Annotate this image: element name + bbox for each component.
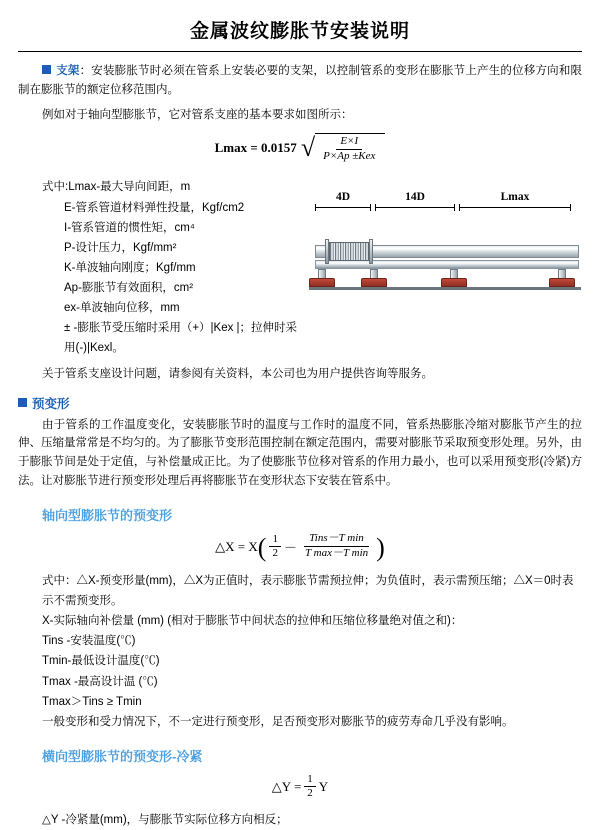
pipe-support-3 xyxy=(441,269,467,287)
pipe-lower xyxy=(315,260,579,269)
lmax-formula-denominator: P×Ap ±Kex xyxy=(323,149,376,162)
axial-predeform-equation xyxy=(18,532,582,561)
axial-eq-half xyxy=(269,533,281,560)
lmax-formula xyxy=(18,133,582,164)
figure-dimline-4d xyxy=(315,207,371,208)
ground-line xyxy=(309,287,581,290)
document-page xyxy=(0,16,600,827)
support-paragraph-1: 安装膨胀节时必须在管系上安装必要的支架，以控制管系的变形在膨胀节上产生的位移方向和限制在膨胀节的额定位移范围内。 xyxy=(18,65,583,96)
support-base xyxy=(441,278,467,287)
subheading-axial-predeform: 轴向型膨胀节的预变形 xyxy=(42,508,173,524)
support-base xyxy=(549,278,575,287)
definition-item: Ap-膨胀节有效面积，cm² xyxy=(64,282,194,295)
definition-item: I-管系管道的惯性矩，cm⁴ xyxy=(64,221,195,234)
support-paragraph-2: 例如对于轴向型膨胀节，它对管系支座的基本要求如图所示： xyxy=(42,108,353,121)
axial-note-line: 式中：△X-预变形量(mm)，△X为正值时，表示膨胀节需预拉伸；为负值时，表示需预压缩；△X＝0时表示不需预变形。 xyxy=(42,574,574,607)
axial-note-line: Tmin-最低设计温度(℃) xyxy=(42,655,160,668)
definition-item: 式中:Lmax-最大导向间距，m xyxy=(42,181,191,194)
support-base xyxy=(309,278,335,287)
axial-eq-half-den: 2 xyxy=(272,547,278,560)
paren-open: ( xyxy=(257,532,267,562)
pipe-support-1 xyxy=(309,269,335,287)
definition-item: P-设计压力，Kgf/mm² xyxy=(64,241,177,254)
axial-eq-temp-fraction xyxy=(300,532,373,561)
support-closing-paragraph: 关于管系支座设计问题，请参阅有关资料，本公司也为用户提供咨询等服务。 xyxy=(42,367,433,380)
axial-eq-temp-num: Tins－T min xyxy=(304,532,369,547)
definitions-and-figure xyxy=(18,173,582,364)
lmax-formula-lhs: Lmax = 0.0157 xyxy=(214,140,297,156)
lateral-eq-half-num: 1 xyxy=(304,773,316,787)
lateral-predeform-notes xyxy=(18,810,582,830)
figure-label-14d: 14D xyxy=(405,191,425,204)
definition-item: E-管系管道材料弹性投量，Kgf/cm2 xyxy=(64,201,245,214)
title-divider xyxy=(18,51,582,52)
figure-label-lmax: Lmax xyxy=(500,191,530,204)
support-intro-paragraph: 支架：安装膨胀节时必须在管系上安装必要的支架，以控制管系的变形在膨胀节上产生的位移方向和限制在膨胀节的额定位移范围内。 xyxy=(18,65,583,96)
section-heading-predeform: 预变形 xyxy=(32,396,70,411)
blue-square-icon xyxy=(18,398,27,407)
axial-note-line: Tmax＞Tins ≥ Tmin xyxy=(42,695,142,708)
lateral-eq-rhs: Y xyxy=(318,778,329,794)
axial-eq-minus: － xyxy=(283,540,297,556)
lateral-predeform-equation xyxy=(18,773,582,800)
section-heading-predeform-row xyxy=(18,394,582,412)
axial-eq-half-num: 1 xyxy=(269,533,281,547)
square-root-icon: √ $\frac{E\times I}{\text{P×Ap ±Kex}}$ xyxy=(301,133,386,164)
axial-eq-lhs: △X = X xyxy=(215,538,258,554)
bellows-expansion-joint xyxy=(329,242,369,261)
figure-dimension-row xyxy=(309,191,581,213)
figure-dimline-lmax xyxy=(459,207,571,208)
flange-left xyxy=(325,239,329,264)
definition-item: ± -膨胀节受压缩时采用（+）|Kex |；拉伸时采用(-)|Kexl。 xyxy=(64,322,298,355)
lateral-note-line: △Y -冷紧量(mm)，与膨胀节实际位移方向相反； xyxy=(42,814,288,827)
lateral-eq-lhs: △Y = xyxy=(271,778,302,794)
definition-item: K-单波轴向刚度；Kgf/mm xyxy=(64,261,196,274)
blue-square-icon xyxy=(42,65,51,74)
pipe-support-figure xyxy=(309,191,581,309)
lmax-formula-numerator: E×I xyxy=(336,135,362,150)
support-base xyxy=(361,278,387,287)
page-title: 金属波纹膨胀节安装说明 xyxy=(189,21,410,42)
definition-item: ex-单波轴向位移，mm xyxy=(64,302,180,315)
predeform-paragraph-1: 由于管系的工作温度变化，安装膨胀节时的温度与工作时的温度不同，管系热膨胀冷缩对膨胀节产生的拉伸、压缩量常常是不均匀的。为了膨胀节变形范围控制在额定范围内，需要对膨胀节采取预变形处理。另外，由于膨胀节间是处于定值，与补偿量成正比。为了使膨胀节位移对管系的作用力最小，也可以采用预变形(冷紧)方法。让对膨胀节进行预变形处理后再将膨胀节在变形状态下安装在管系中。 xyxy=(18,418,582,488)
axial-predeform-notes xyxy=(18,571,582,732)
axial-note-line: 一般变形和受力情况下，不一定进行预变形，足否预变形对膨胀节的疲劳寿命几乎没有影响。 xyxy=(42,715,514,728)
lateral-eq-half xyxy=(304,773,316,800)
pipe-support-2 xyxy=(361,269,387,287)
axial-note-line: X-实际轴向补偿量 (mm) (相对于膨胀节中间状态的拉伸和压缩位移量绝对值之和)： xyxy=(42,615,463,628)
axial-note-line: Tmax -最高设计温 (℃) xyxy=(42,675,158,688)
flange-right xyxy=(369,239,373,264)
paren-close: ) xyxy=(376,532,385,562)
figure-label-4d: 4D xyxy=(335,191,351,204)
section-heading-support: 支架 xyxy=(56,65,80,77)
axial-eq-temp-den: T max－T min xyxy=(304,547,369,560)
lateral-eq-half-den: 2 xyxy=(307,787,313,800)
subheading-lateral-predeform: 横向型膨胀节的预变形-冷紧 xyxy=(42,748,203,764)
pipe-assembly-drawing xyxy=(309,215,581,301)
axial-note-line: Tins -安装温度(℃) xyxy=(42,635,136,648)
support-figure-panel xyxy=(309,173,582,309)
pipe-support-4 xyxy=(549,269,575,287)
figure-dimline-14d xyxy=(375,207,455,208)
definition-list xyxy=(18,173,303,364)
